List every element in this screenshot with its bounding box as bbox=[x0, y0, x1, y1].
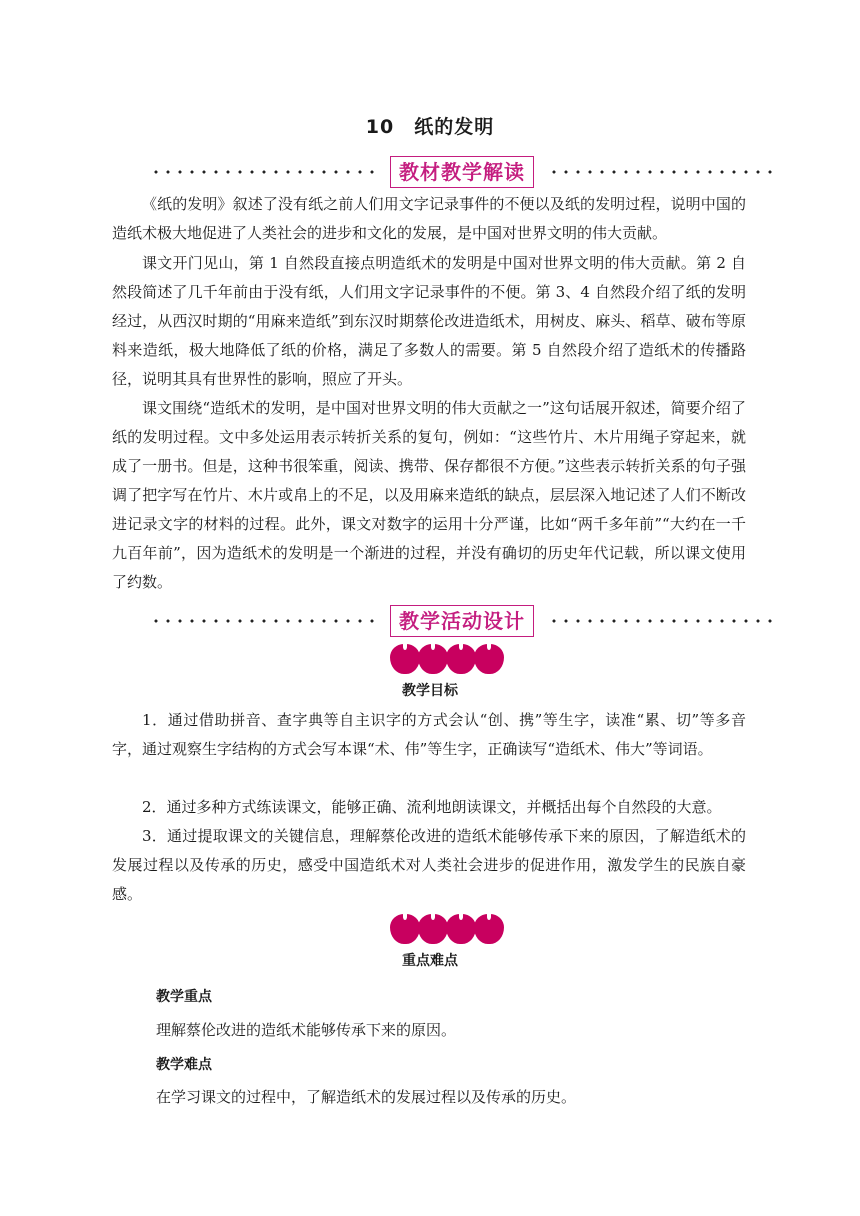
objective-item-3: 3．通过提取课文的关键信息，理解蔡伦改进的造纸术能够传承下来的原因，了解造纸术的发展过程以及传承的历史，感受中国造纸术对人类社会进步的促进作用，激发学生的民族自豪感。 bbox=[112, 827, 746, 903]
objective-item-1: 1．通过借助拼音、查字典等自主识字的方式会认“创、携”等生字，读准“累、切”等多音字，通过观察生字结构的方式会写本课“术、伟”等生字，正确读写“造纸术、伟大”等词语。 bbox=[112, 711, 746, 758]
reading-paragraph-2: 课文开门见山，第 1 自然段直接点明造纸术的发明是中国对世界文明的伟大贡献。第 2 自然段简述了几千年前由于没有纸，人们用文字记录事件的不便。第 3、4 自然段介绍了纸的发明经过，从西汉时期的“用麻来造纸”到东汉时期蔡伦改进造纸术，用树皮、麻头、稻草、破布等原料来造纸，极大地降低了纸的价格，满足了多数人的需要。第 5 自然段介绍了造纸术的传播路径，说明其具有世界性的影响，照应了开头。 bbox=[112, 254, 746, 388]
objective-item-2: 2．通过多种方式练读课文，能够正确、流利地朗读课文，并概括出每个自然段的大意。 bbox=[142, 798, 722, 816]
focus-label: 教学重点 bbox=[156, 989, 212, 1005]
dot-divider-left bbox=[150, 619, 382, 623]
reading-paragraph-3: 课文围绕“造纸术的发明，是中国对世界文明的伟大贡献之一”这句话展开叙述，简要介绍了纸的发明过程。文中多处运用表示转折关系的复句，例如：“这些竹片、木片用绳子穿起来，就成了一册书。但是，这种书很笨重，阅读、携带、保存都很不方便。”这些表示转折关系的句子强调了把字写在竹片、木片或帛上的不足，以及用麻来造纸的缺点，层层深入地记述了人们不断改进记录文字的材料的过程。此外，课文对数字的运用十分严谨，比如“两千多年前”“大约在一千九百年前”，因为造纸术的发明是一个渐进的过程，并没有确切的历史年代记载，所以课文使用了约数。 bbox=[112, 399, 746, 591]
reading-paragraph-1: 《纸的发明》叙述了没有纸之前人们用文字记录事件的不便以及纸的发明过程，说明中国的造纸术极大地促进了人类社会的进步和文化的发展，是中国对世界文明的伟大贡献。 bbox=[112, 195, 746, 242]
section-heading-design: 教学活动设计 bbox=[390, 605, 534, 637]
objectives-heading: 教学目标 bbox=[402, 683, 458, 699]
petal-ornament-icon bbox=[390, 914, 500, 944]
focus-text: 理解蔡伦改进的造纸术能够传承下来的原因。 bbox=[156, 1021, 457, 1039]
section-banner-reading bbox=[150, 156, 780, 190]
section-heading-reading: 教材教学解读 bbox=[390, 156, 534, 188]
difficulty-label: 教学难点 bbox=[156, 1057, 212, 1073]
section-banner-design bbox=[150, 605, 780, 639]
keypoints-heading: 重点难点 bbox=[402, 953, 458, 969]
petal-ornament-icon bbox=[390, 644, 500, 674]
dot-divider-right bbox=[548, 170, 780, 174]
dot-divider-left bbox=[150, 170, 382, 174]
difficulty-text: 在学习课文的过程中，了解造纸术的发展过程以及传承的历史。 bbox=[156, 1088, 577, 1106]
lesson-title: 10 纸的发明 bbox=[365, 116, 495, 138]
dot-divider-right bbox=[548, 619, 780, 623]
